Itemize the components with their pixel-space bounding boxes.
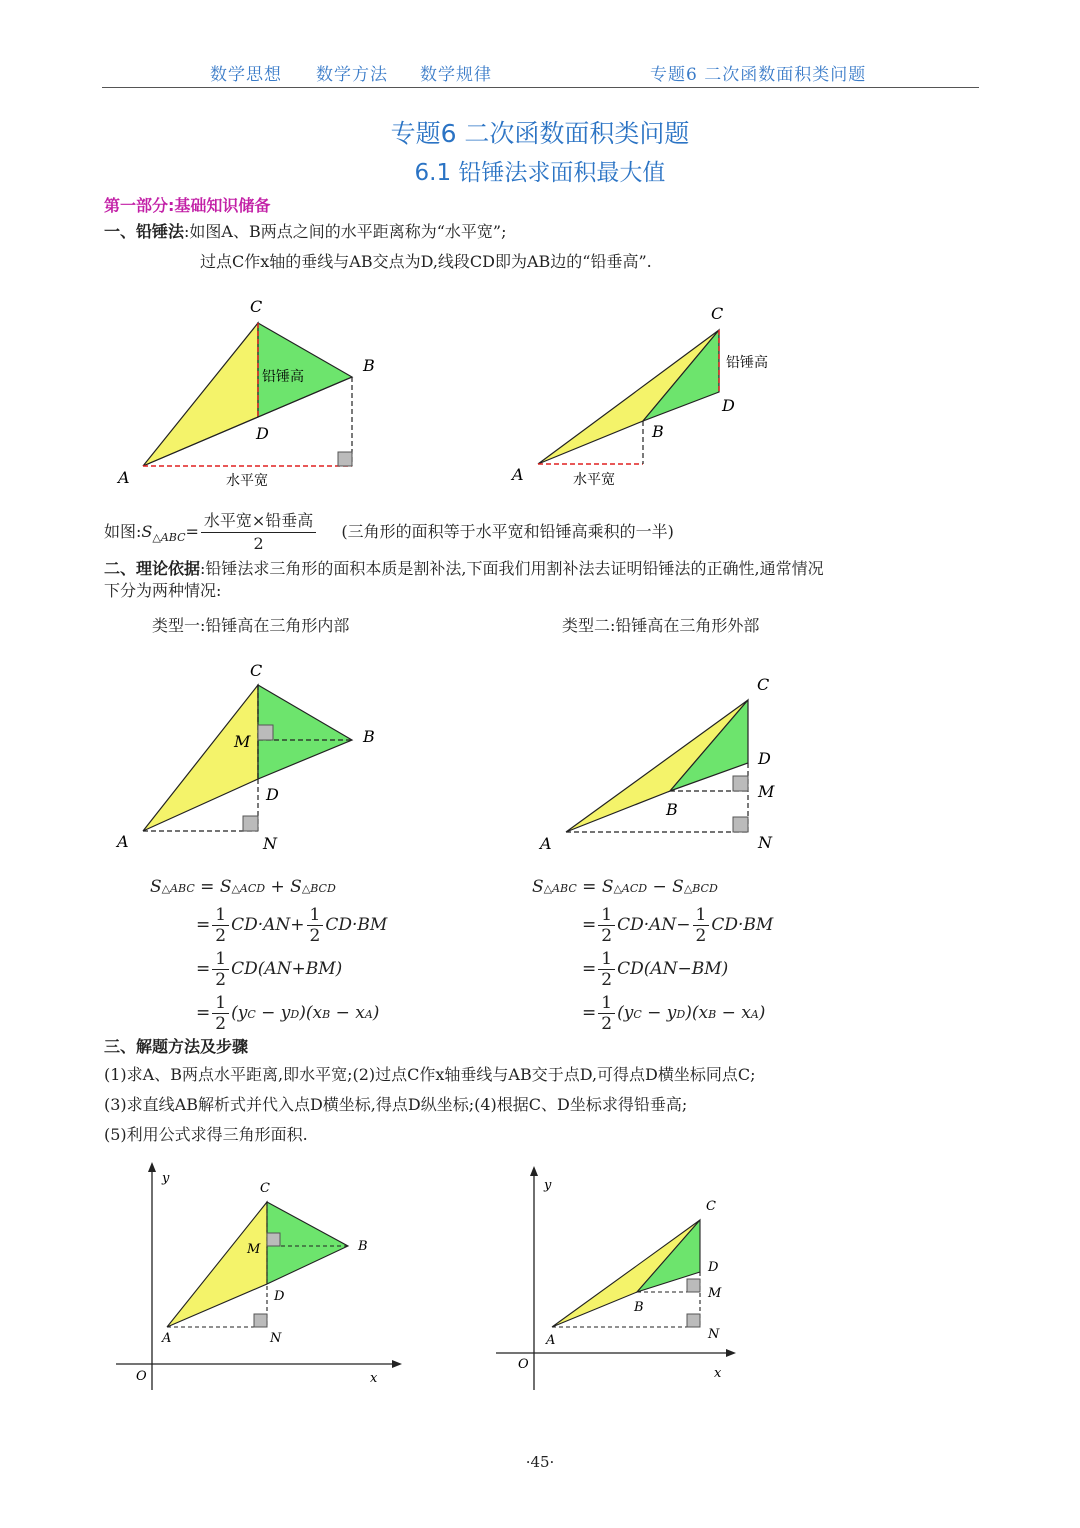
label-d: D	[266, 785, 279, 804]
section3-step3: (5)利用公式求得三角形面积.	[104, 1125, 308, 1144]
label-plumb-height: 铅锤高	[726, 355, 768, 371]
header-item-thought: 数学思想	[210, 65, 282, 85]
d2-half-d: 2	[601, 926, 613, 946]
label-c: C	[250, 661, 263, 680]
d1-l3: CD(AN+BM)	[231, 959, 343, 979]
part1-heading: 第一部分:基础知识储备	[104, 196, 271, 215]
d1-eq4: =	[196, 1003, 211, 1023]
section2-label: 二、理论依据	[104, 559, 201, 578]
triangle-acd-yellow	[143, 323, 258, 466]
label-c: C	[706, 1199, 716, 1214]
d1-l4-1: C	[247, 1008, 256, 1021]
label-b: B	[358, 1239, 368, 1254]
d1-s: S	[150, 877, 162, 897]
label-a: A	[117, 832, 129, 851]
d1-half-n: 1	[212, 905, 229, 926]
d2-sub-acd: △ACD	[613, 882, 648, 895]
label-d: D	[758, 749, 771, 768]
right-angle-m	[258, 725, 273, 740]
d1-l4-5: B	[322, 1008, 331, 1021]
d1-half-d4: 2	[215, 1014, 227, 1034]
d2-eq2: =	[582, 915, 597, 935]
page-title: 专题6 二次函数面积类问题	[390, 119, 690, 148]
d1-sub-abc: △ABC	[161, 882, 195, 895]
label-n: N	[263, 834, 277, 853]
formula-denominator: 2	[253, 534, 264, 553]
label-n: N	[270, 1331, 282, 1346]
label-x: x	[714, 1366, 722, 1381]
section3-heading: 三、解题方法及步骤	[104, 1037, 249, 1056]
d2-l4-8: )	[758, 1003, 766, 1023]
d2-sub-abc: △ABC	[543, 882, 577, 895]
right-angle-m	[733, 776, 748, 791]
section1-label: 一、铅锤法	[104, 222, 185, 241]
d1-l4: (y	[231, 1003, 248, 1023]
label-b: B	[652, 422, 664, 441]
label-a: A	[162, 1331, 172, 1346]
right-angle-mark	[338, 452, 352, 466]
label-d: D	[274, 1289, 285, 1304]
label-d: D	[708, 1260, 719, 1275]
label-o: O	[136, 1369, 147, 1384]
triangle-acd-yellow	[143, 685, 258, 831]
label-a: A	[546, 1333, 556, 1348]
d2-l4-7: A	[750, 1008, 759, 1021]
d1-l4-3: D	[290, 1008, 300, 1021]
d1-l4-2: − y	[255, 1003, 291, 1023]
d2-l4-5: B	[708, 1008, 717, 1021]
right-angle-n	[733, 817, 748, 832]
d2-sub-bcd: △BCD	[683, 882, 718, 895]
d1-sub-acd: △ACD	[231, 882, 266, 895]
d2-half-d4: 2	[601, 1014, 613, 1034]
label-b: B	[363, 356, 375, 375]
label-m: M	[708, 1286, 722, 1301]
d2-half-n4: 1	[598, 993, 615, 1014]
label-c: C	[711, 304, 724, 323]
d1-half-d: 2	[215, 926, 227, 946]
d2-l4: (y	[617, 1003, 634, 1023]
d2-l3: CD(AN−BM)	[617, 959, 729, 979]
d1-half-n4: 1	[212, 993, 229, 1014]
d1-eq3: =	[196, 959, 211, 979]
d1-eq-s: = S	[194, 877, 232, 897]
d1-l4-8: )	[372, 1003, 380, 1023]
type2-label: 类型二:铅锤高在三角形外部	[562, 616, 760, 635]
d2-l2: CD·AN−	[617, 915, 691, 935]
d2-eq-s: = S	[576, 877, 614, 897]
label-b: B	[634, 1300, 644, 1315]
section2-text2: 下分为两种情况:	[104, 581, 222, 600]
derivation2-line4	[582, 993, 765, 1034]
d2-l4-4: )(x	[685, 1003, 709, 1023]
derivation2-line1	[532, 877, 718, 899]
d2-s: S	[532, 877, 544, 897]
formula-prefix: 如图:	[104, 522, 142, 541]
d2-l4-2: − y	[641, 1003, 677, 1023]
formula-note: (三角形的面积等于水平宽和铅锤高乘积的一半)	[341, 522, 674, 541]
right-angle-m	[267, 1233, 280, 1246]
header-topic: 专题6 二次函数面积类问题	[650, 65, 867, 85]
derivation1-line3	[196, 949, 342, 990]
formula-s: S	[141, 522, 153, 541]
d2-minus-s: − S	[647, 877, 684, 897]
d1-l2b: CD·BM	[325, 915, 388, 935]
section2-text1: :铅锤法求三角形的面积本质是割补法,下面我们用割补法去证明铅锤法的正确性,通常情况	[200, 559, 824, 578]
d1-plus-s: + S	[265, 877, 302, 897]
d1-l4-6: − x	[330, 1003, 365, 1023]
triangle-bcd-green	[643, 330, 719, 421]
label-n: N	[758, 833, 772, 852]
d2-l4-1: C	[633, 1008, 642, 1021]
page-number: ·45·	[525, 1453, 555, 1471]
label-b: B	[363, 727, 375, 746]
header-item-method: 数学方法	[316, 65, 388, 85]
area-formula	[104, 510, 674, 555]
label-b: B	[666, 800, 678, 819]
label-horizontal-width: 水平宽	[573, 472, 615, 488]
d2-l4-3: D	[676, 1008, 686, 1021]
header-item-rule: 数学规律	[420, 65, 492, 85]
figure-type2	[520, 665, 820, 865]
label-a: A	[540, 834, 552, 853]
d1-half-n3: 1	[212, 949, 229, 970]
section1-line2: 过点C作x轴的垂线与AB交点为D,线段CD即为AB边的“铅垂高”.	[200, 252, 652, 271]
figure-plumb-inside	[100, 290, 400, 500]
derivation1-line1	[150, 877, 336, 899]
y-axis-arrow-icon	[530, 1166, 538, 1176]
label-c: C	[250, 297, 263, 316]
d2-l4-6: − x	[716, 1003, 751, 1023]
type1-label: 类型一:铅锤高在三角形内部	[152, 616, 350, 635]
d1-half-d3: 2	[215, 970, 227, 990]
label-c: C	[757, 675, 770, 694]
right-angle-m	[687, 1279, 700, 1292]
section1-text1: :如图A、B两点之间的水平距离称为“水平宽”;	[184, 222, 507, 241]
d1-half-n2: 1	[307, 905, 324, 926]
label-c: C	[260, 1181, 270, 1196]
label-o: O	[518, 1357, 529, 1372]
label-y: y	[162, 1171, 170, 1186]
figure-type1	[100, 655, 400, 860]
section3-step2: (3)求直线AB解析式并代入点D横坐标,得点D纵坐标;(4)根据C、D坐标求得铅垂高;	[104, 1095, 688, 1114]
d1-sub-bcd: △BCD	[301, 882, 336, 895]
figure-coordinate-type1	[110, 1160, 410, 1400]
label-m: M	[234, 732, 251, 751]
d1-l4-4: )(x	[299, 1003, 323, 1023]
section1-line1	[104, 221, 506, 243]
d2-half-d2: 2	[695, 926, 707, 946]
formula-eq: =	[185, 522, 199, 541]
section2-paragraph	[104, 558, 984, 602]
d2-eq4: =	[582, 1003, 597, 1023]
right-angle-n	[243, 816, 258, 831]
d2-half-n3: 1	[598, 949, 615, 970]
right-angle-n	[687, 1314, 700, 1327]
label-a: A	[512, 465, 524, 484]
figure-coordinate-type2	[490, 1160, 750, 1400]
derivation2-line3	[582, 949, 728, 990]
right-angle-n	[254, 1314, 267, 1327]
derivation2-line2	[582, 905, 773, 946]
label-n: N	[708, 1327, 720, 1342]
label-a: A	[118, 468, 130, 487]
label-y: y	[544, 1178, 552, 1193]
label-x: x	[370, 1371, 378, 1386]
derivation1-line4	[196, 993, 379, 1034]
d1-eq2: =	[196, 915, 211, 935]
d2-half-d3: 2	[601, 970, 613, 990]
header-divider	[102, 87, 979, 88]
d2-eq3: =	[582, 959, 597, 979]
d1-l4-7: A	[364, 1008, 373, 1021]
d2-half-n: 1	[598, 905, 615, 926]
label-d: D	[256, 424, 269, 443]
x-axis-arrow-icon	[726, 1349, 736, 1357]
y-axis-arrow-icon	[148, 1162, 156, 1172]
d1-l2: CD·AN+	[231, 915, 305, 935]
label-horizontal-width: 水平宽	[226, 473, 268, 489]
d2-l2b: CD·BM	[711, 915, 774, 935]
label-d: D	[722, 396, 735, 415]
formula-numerator: 水平宽×铅垂高	[201, 510, 316, 533]
formula-sub: △ABC	[152, 531, 186, 545]
d2-half-n2: 1	[693, 905, 710, 926]
section3-step1: (1)求A、B两点水平距离,即水平宽;(2)过点C作x轴垂线与AB交于点D,可得点D横坐标同点C;	[104, 1065, 756, 1084]
x-axis-arrow-icon	[392, 1360, 402, 1368]
derivation1-line2	[196, 905, 387, 946]
label-plumb-height: 铅锤高	[262, 369, 304, 385]
label-m: M	[247, 1242, 261, 1257]
label-m: M	[758, 782, 775, 801]
triangle-acd-yellow	[167, 1202, 267, 1327]
figure-plumb-outside	[500, 295, 800, 495]
d1-half-d2: 2	[309, 926, 321, 946]
page-subtitle: 6.1 铅锤法求面积最大值	[414, 160, 666, 186]
